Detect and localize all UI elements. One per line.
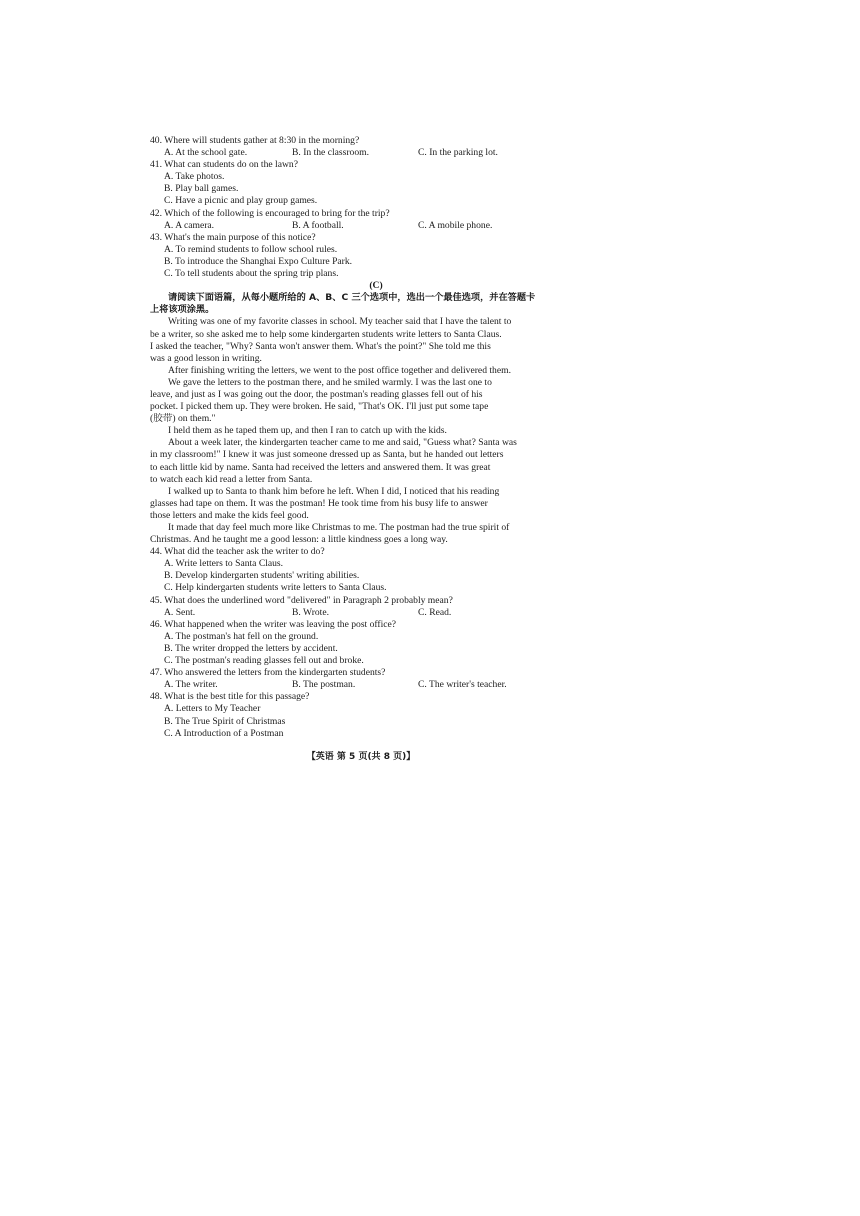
answer-option: A. To remind students to follow school rules. xyxy=(164,243,338,255)
passage-line: Christmas. And he taught me a good lesson: a little kindness goes a long way. xyxy=(150,534,448,546)
answer-option: C. In the parking lot. xyxy=(418,147,498,159)
question-line: 47. Who answered the letters from the kindergarten students? xyxy=(150,667,386,679)
answer-option: A. Letters to My Teacher xyxy=(164,703,261,715)
answer-option: C. Read. xyxy=(418,606,452,618)
passage-line: was a good lesson in writing. xyxy=(150,352,262,364)
question-line: 46. What happened when the writer was leaving the post office? xyxy=(150,618,397,630)
passage-line: pocket. I picked them up. They were broken. He said, "That's OK. I'll just put some tape xyxy=(150,401,489,413)
answer-option: A. The postman's hat fell on the ground. xyxy=(164,630,319,642)
answer-option: B. Wrote. xyxy=(292,606,330,618)
passage-line: About a week later, the kindergarten teacher came to me and said, "Guess what? Santa was xyxy=(168,437,517,449)
answer-option: C. A mobile phone. xyxy=(418,219,493,231)
answer-option: A. Sent. xyxy=(164,606,196,618)
question-line: 44. What did the teacher ask the writer to do? xyxy=(150,546,325,558)
question-line: 41. What can students do on the lawn? xyxy=(150,159,298,171)
exam-text-block xyxy=(150,135,562,795)
answer-option: A. At the school gate. xyxy=(164,147,248,159)
passage-line: I walked up to Santa to thank him before he left. When I did, I noticed that his reading xyxy=(168,485,500,497)
answer-options-row xyxy=(150,147,562,159)
question-line: 40. Where will students gather at 8:30 in the morning? xyxy=(150,135,360,146)
passage-line: I asked the teacher, "Why? Santa won't answer them. What's the point?" She told me this xyxy=(150,340,491,352)
answer-option: C. To tell students about the spring trip plans. xyxy=(164,268,339,280)
passage-line: Writing was one of my favorite classes in school. My teacher said that I have the talent to xyxy=(168,316,512,328)
answer-option: C. Have a picnic and play group games. xyxy=(164,195,318,207)
section-heading: (C) xyxy=(369,280,383,292)
answer-option: A. A camera. xyxy=(164,219,215,231)
answer-options-row xyxy=(150,607,562,619)
answer-option: C. Help kindergarten students write letters to Santa Claus. xyxy=(164,582,387,594)
answer-option: B. A football. xyxy=(292,219,344,231)
answer-option: B. In the classroom. xyxy=(292,147,370,159)
answer-option: C. The postman's reading glasses fell out and broke. xyxy=(164,655,364,667)
answer-options-row xyxy=(150,220,562,232)
page-footer: 【英语 第 5 页(共 8 页)】 xyxy=(306,751,416,762)
answer-option: A. Write letters to Santa Claus. xyxy=(164,558,284,570)
answer-options-row xyxy=(150,679,562,691)
passage-line: those letters and make the kids feel good. xyxy=(150,509,309,521)
answer-option: B. The True Spirit of Christmas xyxy=(164,715,286,727)
question-line: 48. What is the best title for this passage? xyxy=(150,691,310,703)
passage-line: to watch each kid read a letter from Santa. xyxy=(150,473,313,485)
passage-line: We gave the letters to the postman there, and he smiled warmly. I was the last one to xyxy=(168,376,492,388)
passage-line: be a writer, so she asked me to help some kindergarten students write letters to Santa Claus. xyxy=(150,328,502,340)
answer-option: B. The writer dropped the letters by accident. xyxy=(164,642,338,654)
answer-option: A. Take photos. xyxy=(164,171,225,183)
passage-line: to each little kid by name. Santa had received the letters and answered them. It was great xyxy=(150,461,491,473)
question-line: 43. What's the main purpose of this notice? xyxy=(150,231,316,243)
passage-line: leave, and just as I was going out the door, the postman's reading glasses fell out of his xyxy=(150,388,483,400)
question-line: 45. What does the underlined word "delivered" in Paragraph 2 probably mean? xyxy=(150,594,453,606)
instruction-line: 请阅读下面语篇，从每小题所给的 A、B、C 三个选项中，选出一个最佳选项，并在答题卡 xyxy=(168,292,536,304)
answer-option: A. The writer. xyxy=(164,679,218,691)
answer-option: B. Play ball games. xyxy=(164,183,239,195)
passage-line: After finishing writing the letters, we went to the post office together and delivered them. xyxy=(168,364,511,376)
passage-line: (胶带) on them." xyxy=(150,413,216,425)
answer-option: C. The writer's teacher. xyxy=(418,679,507,691)
instruction-line: 上将该项涂黑。 xyxy=(150,304,215,316)
passage-line: I held them as he taped them up, and then I ran to catch up with the kids. xyxy=(168,425,447,437)
answer-option: B. The postman. xyxy=(292,679,356,691)
answer-option: B. To introduce the Shanghai Expo Culture Park. xyxy=(164,255,353,267)
answer-option: B. Develop kindergarten students' writing abilities. xyxy=(164,570,360,582)
passage-line: It made that day feel much more like Christmas to me. The postman had the true spirit of xyxy=(168,522,510,533)
passage-line: glasses had tape on them. It was the postman! He took time from his busy life to answer xyxy=(150,497,488,509)
answer-option: C. A Introduction of a Postman xyxy=(164,727,284,739)
passage-line: in my classroom!" I knew it was just someone dressed up as Santa, but he handed out letters xyxy=(150,449,504,461)
question-line: 42. Which of the following is encouraged to bring for the trip? xyxy=(150,207,390,219)
